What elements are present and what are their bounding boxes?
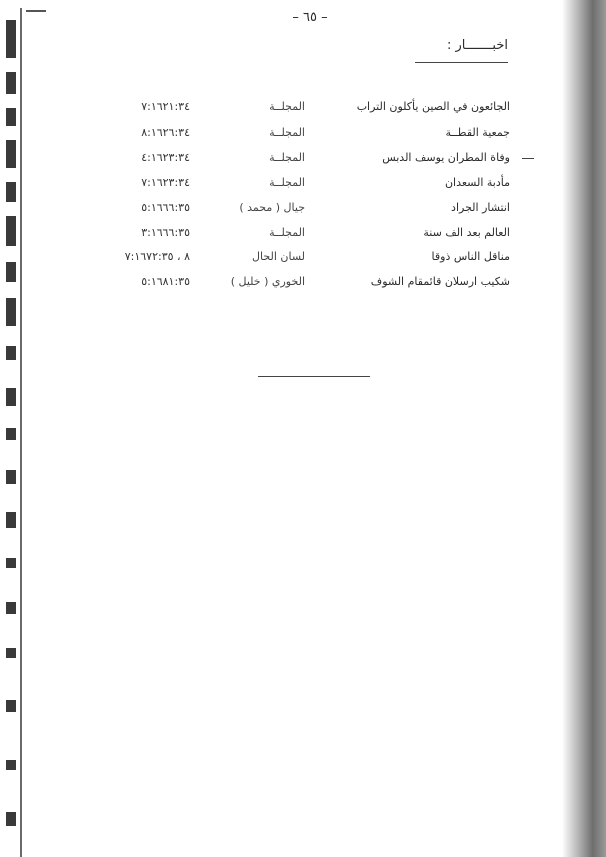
entry-source: المجلــة xyxy=(269,176,305,189)
entry-source: الخوري ( خليل ) xyxy=(230,275,305,288)
binding-mark xyxy=(6,388,16,406)
entry-reference: ٥:١٦٦٦:٣٥ xyxy=(141,201,190,214)
entry-dash xyxy=(522,158,534,159)
binding-mark xyxy=(6,428,16,440)
binding-mark xyxy=(6,648,16,658)
entry-row xyxy=(60,151,510,171)
binding-mark xyxy=(6,262,16,282)
binding-mark xyxy=(6,346,16,360)
entry-reference: ٤:١٦٢٣:٣٤ xyxy=(141,151,190,164)
entry-row xyxy=(60,250,510,270)
entry-reference: ٧:١٦٢٣:٣٤ xyxy=(141,176,190,189)
entry-title: العالم بعد الف سنة xyxy=(423,226,510,239)
binding-mark xyxy=(6,72,16,94)
entry-title: مناقل الناس ذوقا xyxy=(431,250,510,263)
entry-reference: ٨:١٦٢٦:٣٤ xyxy=(141,126,190,139)
entry-source: المجلــة xyxy=(269,151,305,164)
binding-mark xyxy=(6,700,16,712)
top-rule xyxy=(26,10,46,12)
binding-mark xyxy=(6,602,16,614)
entry-title: مأدبة السعدان xyxy=(444,176,510,189)
page-number: – ٦٥ – xyxy=(292,10,328,25)
entry-title: الجائعون في الصين يأكلون التراب xyxy=(356,100,510,113)
binding-mark xyxy=(6,20,16,58)
binding-mark xyxy=(6,140,16,168)
entry-title: وفاة المطران يوسف الدبس xyxy=(382,151,510,164)
entry-title: شكيب ارسلان قائمقام الشوف xyxy=(370,275,510,288)
binding-mark xyxy=(6,760,16,770)
entry-source: لسان الحال xyxy=(252,250,305,263)
entry-reference: ٧:١٦٢١:٣٤ xyxy=(141,100,190,113)
entry-row xyxy=(60,176,510,196)
binding-mark xyxy=(6,298,16,326)
binding-mark xyxy=(6,182,16,202)
section-end-rule xyxy=(258,376,370,377)
section-title: اخبـــــــار : xyxy=(447,38,508,53)
title-underline xyxy=(415,62,508,63)
entry-reference: ٣:١٦٦٦:٣٥ xyxy=(141,226,190,239)
entry-source: المجلــة xyxy=(269,100,305,113)
entry-source: المجلــة xyxy=(269,226,305,239)
entry-reference: ٥:١٦٨١:٣٥ xyxy=(141,275,190,288)
entry-row xyxy=(60,201,510,221)
binding-mark xyxy=(6,216,16,246)
binding-mark xyxy=(6,812,16,826)
entry-row xyxy=(60,126,510,146)
binding-mark xyxy=(6,108,16,126)
entry-source: جيال ( محمد ) xyxy=(239,201,305,214)
binding-rule xyxy=(20,8,22,857)
binding-mark xyxy=(6,558,16,568)
binding-mark xyxy=(6,512,16,528)
entry-row xyxy=(60,275,510,295)
entry-reference: ٨ ، ٧:١٦٧٢:٣٥ xyxy=(124,250,190,263)
entry-title: انتشار الجراد xyxy=(451,201,510,214)
entry-source: المجلــة xyxy=(269,126,305,139)
scan-shadow xyxy=(562,0,606,857)
binding-strip xyxy=(0,0,24,857)
entry-title: جمعية القطــة xyxy=(445,126,510,139)
entry-row xyxy=(60,100,510,120)
entry-row xyxy=(60,226,510,246)
binding-mark xyxy=(6,470,16,484)
